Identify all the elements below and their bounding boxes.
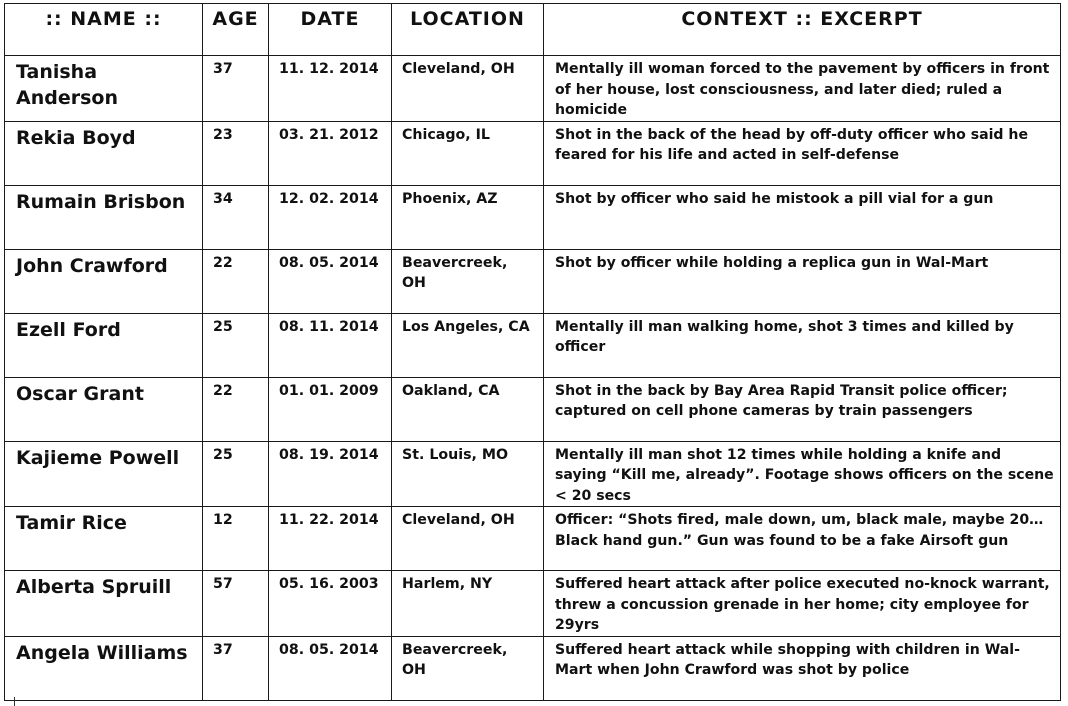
header-date: DATE <box>269 4 392 56</box>
location-cell: St. Louis, MO <box>392 441 544 507</box>
location-cell: Cleveland, OH <box>392 507 544 571</box>
name-cell: Rumain Brisbon <box>5 185 203 249</box>
victims-table <box>4 3 1061 701</box>
name-cell: Alberta Spruill <box>5 571 203 637</box>
age-cell: 23 <box>203 121 269 185</box>
date-cell: 03. 21. 2012 <box>269 121 392 185</box>
date-cell: 11. 12. 2014 <box>269 56 392 122</box>
context-cell: Shot in the back of the head by off-duty officer who said he feared for his life and acted in self-defense <box>544 121 1061 185</box>
date-cell: 11. 22. 2014 <box>269 507 392 571</box>
age-cell: 25 <box>203 313 269 377</box>
header-age: AGE <box>203 4 269 56</box>
name-cell: Tamir Rice <box>5 507 203 571</box>
header-row <box>5 4 1061 56</box>
location-cell: Cleveland, OH <box>392 56 544 122</box>
date-cell: 01. 01. 2009 <box>269 377 392 441</box>
date-cell: 12. 02. 2014 <box>269 185 392 249</box>
table-row <box>5 121 1061 185</box>
table-row <box>5 185 1061 249</box>
table-row <box>5 56 1061 122</box>
context-cell: Shot by officer who said he mistook a pill vial for a gun <box>544 185 1061 249</box>
location-cell: Harlem, NY <box>392 571 544 637</box>
name-cell: Tanisha Anderson <box>5 56 203 122</box>
age-cell: 22 <box>203 377 269 441</box>
table-row <box>5 313 1061 377</box>
date-cell: 08. 11. 2014 <box>269 313 392 377</box>
age-cell: 57 <box>203 571 269 637</box>
header-name: :: NAME :: <box>5 4 203 56</box>
table-row <box>5 249 1061 313</box>
date-cell: 08. 05. 2014 <box>269 636 392 700</box>
header-location: LOCATION <box>392 4 544 56</box>
name-cell: Ezell Ford <box>5 313 203 377</box>
location-cell: Phoenix, AZ <box>392 185 544 249</box>
table-row <box>5 441 1061 507</box>
context-cell: Suffered heart attack after police executed no-knock warrant, threw a concussion grenade in her home; city employee for 29yrs <box>544 571 1061 637</box>
name-cell: John Crawford <box>5 249 203 313</box>
context-cell: Officer: “Shots fired, male down, um, black male, maybe 20…Black hand gun.” Gun was found to be a fake Airsoft gun <box>544 507 1061 571</box>
table-row <box>5 377 1061 441</box>
location-cell: Oakland, CA <box>392 377 544 441</box>
context-cell: Suffered heart attack while shopping with children in Wal-Mart when John Crawford was shot by police <box>544 636 1061 700</box>
location-cell: Chicago, IL <box>392 121 544 185</box>
table-body <box>5 56 1061 701</box>
age-cell: 34 <box>203 185 269 249</box>
age-cell: 22 <box>203 249 269 313</box>
name-cell: Oscar Grant <box>5 377 203 441</box>
date-cell: 05. 16. 2003 <box>269 571 392 637</box>
context-cell: Shot by officer while holding a replica gun in Wal-Mart <box>544 249 1061 313</box>
age-cell: 37 <box>203 56 269 122</box>
context-cell: Shot in the back by Bay Area Rapid Transit police officer; captured on cell phone cameras by train passengers <box>544 377 1061 441</box>
text-cursor <box>14 697 15 706</box>
name-cell: Rekia Boyd <box>5 121 203 185</box>
context-cell: Mentally ill man walking home, shot 3 times and killed by officer <box>544 313 1061 377</box>
name-cell: Angela Williams <box>5 636 203 700</box>
location-cell: Los Angeles, CA <box>392 313 544 377</box>
age-cell: 25 <box>203 441 269 507</box>
table-row <box>5 507 1061 571</box>
header-context: CONTEXT :: EXCERPT <box>544 4 1061 56</box>
table-row <box>5 571 1061 637</box>
location-cell: Beavercreek, OH <box>392 249 544 313</box>
context-cell: Mentally ill man shot 12 times while holding a knife and saying “Kill me, already”. Footage shows officers on the scene < 20 secs <box>544 441 1061 507</box>
location-cell: Beavercreek, OH <box>392 636 544 700</box>
table-row <box>5 636 1061 700</box>
age-cell: 12 <box>203 507 269 571</box>
context-cell: Mentally ill woman forced to the pavement by officers in front of her house, lost consciousness, and later died; ruled a homicide <box>544 56 1061 122</box>
date-cell: 08. 19. 2014 <box>269 441 392 507</box>
date-cell: 08. 05. 2014 <box>269 249 392 313</box>
age-cell: 37 <box>203 636 269 700</box>
name-cell: Kajieme Powell <box>5 441 203 507</box>
